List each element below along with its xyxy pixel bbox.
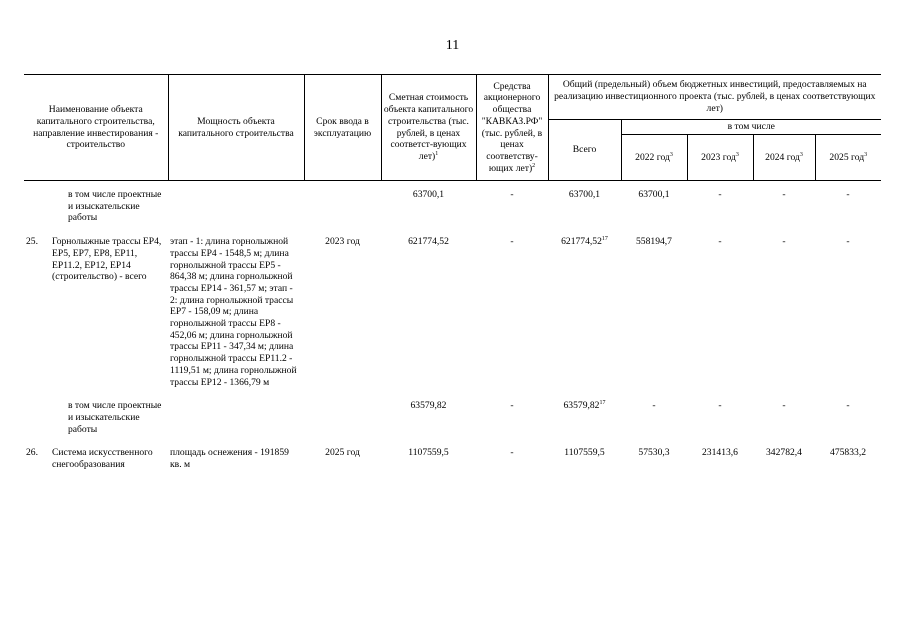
row-estimate: 1107559,5	[408, 447, 449, 459]
header-name: Наименование объекта капитального строительства, направление инвестирования - строительство	[24, 75, 168, 181]
table-row	[24, 236, 881, 388]
header-year-2024	[753, 135, 815, 181]
row-estimate: 63579,82	[410, 400, 447, 412]
row-date: 2023 год	[325, 236, 360, 248]
row-total-value: 63700,1	[568, 189, 601, 200]
row-capacity: этап - 1: длина горнолыжной трассы ЕР4 - 1548,5 м; длина горнолыжной трассы ЕР5 - 864,38 м; длина горнолыжной трассы ЕР14 - 361,57 м; этап - 2: длина горнолыжной трассы ЕР7 - 158,09 м; длина горнолыжной трассы ЕР8 - 452,06 м; длина горнолыжной трассы ЕР11 - 347,34 м; длина горнолыжной трассы ЕР11.2 - 1119,51 м; длина горнолыжной трассы ЕР12 - 1366,79 м	[170, 236, 297, 388]
table-row	[24, 400, 881, 435]
year-label: 2023 год	[701, 151, 736, 163]
header-estimate-note: 1	[435, 150, 439, 157]
row-kavkaz: -	[510, 189, 514, 200]
row-y2023: 231413,6	[702, 447, 738, 459]
year-label: 2025 год	[829, 151, 865, 163]
row-total-value: 621774,52	[561, 236, 602, 248]
header-estimate-text: Сметная стоимость объекта капитального строительства (тыс. рублей, в ценах соответст-вующих лет)	[383, 92, 474, 162]
year-label: 2024 год	[765, 151, 800, 163]
header-year-2022	[621, 135, 687, 181]
header-all: Всего	[548, 120, 621, 181]
row-y2022: 558194,7	[636, 236, 672, 248]
row-y2023: -	[718, 236, 722, 248]
header-including: в том числе	[621, 120, 881, 135]
row-date	[304, 189, 381, 224]
row-number: 26.	[26, 447, 38, 459]
row-y2024: -	[782, 400, 786, 412]
header-kavkaz	[476, 75, 548, 181]
header-capacity: Мощность объекта капитального строительства	[168, 75, 304, 181]
row-total-value: 1107559,5	[564, 447, 605, 459]
year-note: 3	[799, 151, 803, 158]
row-kavkaz: -	[510, 447, 514, 459]
row-total	[548, 189, 621, 224]
header-year-2023	[687, 135, 753, 181]
investment-table	[24, 74, 881, 471]
row-y2025: -	[846, 189, 850, 200]
row-y2025: -	[846, 400, 850, 412]
row-number: 25.	[26, 236, 38, 248]
header-date: Срок ввода в эксплуатацию	[304, 75, 381, 181]
row-number	[24, 400, 50, 435]
row-y2024: -	[782, 189, 786, 200]
table-row	[24, 189, 881, 224]
row-total-note: 17	[599, 400, 606, 407]
year-note: 3	[735, 151, 739, 158]
row-y2022: -	[652, 400, 656, 412]
row-kavkaz: -	[510, 236, 514, 248]
row-date: 2025 год	[325, 447, 360, 459]
row-y2025: -	[846, 236, 850, 248]
row-y2023: -	[718, 189, 722, 200]
row-y2024: 342782,4	[766, 447, 802, 459]
row-date	[304, 400, 381, 435]
row-kavkaz: -	[510, 400, 514, 412]
row-y2022: 57530,3	[638, 447, 670, 459]
year-note: 3	[669, 151, 673, 158]
row-total	[548, 447, 621, 470]
row-estimate: 621774,52	[408, 236, 449, 248]
row-name: в том числе проектные и изыскательские работы	[68, 189, 162, 224]
row-total-value: 63579,82	[563, 400, 600, 412]
row-estimate: 63700,1	[412, 189, 445, 200]
page-number: 11	[445, 38, 460, 53]
header-total-group: Общий (предельный) объем бюджетных инвестиций, предоставляемых на реализацию инвестиционного проекта (тыс. рублей, в ценах соответствующих лет)	[548, 75, 881, 120]
row-y2023: -	[718, 400, 722, 412]
row-total-note: 17	[601, 235, 608, 242]
row-total	[548, 400, 621, 435]
year-label: 2022 год	[635, 151, 670, 163]
row-name: Система искусственного снегообразования	[52, 447, 153, 471]
row-capacity	[168, 400, 304, 435]
row-number	[24, 189, 50, 224]
row-name: в том числе проектные и изыскательские работы	[68, 400, 162, 435]
row-total	[548, 236, 621, 388]
row-y2024: -	[782, 236, 786, 248]
year-note: 3	[864, 151, 868, 158]
header-year-2025	[815, 135, 881, 181]
row-capacity: площадь оснежения - 191859 кв. м	[170, 447, 289, 471]
row-y2022: 63700,1	[638, 189, 670, 200]
header-estimate	[381, 75, 476, 181]
row-name: Горнолыжные трассы ЕР4, ЕР5, ЕР7, ЕР8, ЕР11, ЕР11.2, ЕР12, ЕР14 (строительство) - всего	[52, 236, 162, 283]
row-capacity	[168, 189, 304, 224]
header-kavkaz-note: 2	[532, 162, 536, 169]
table-row	[24, 447, 881, 470]
header-kavkaz-text: Средства акционерного общества "КАВКАЗ.РФ" (тыс. рублей, в ценах соответству-ющих лет)	[481, 80, 543, 174]
row-y2025: 475833,2	[830, 447, 867, 459]
